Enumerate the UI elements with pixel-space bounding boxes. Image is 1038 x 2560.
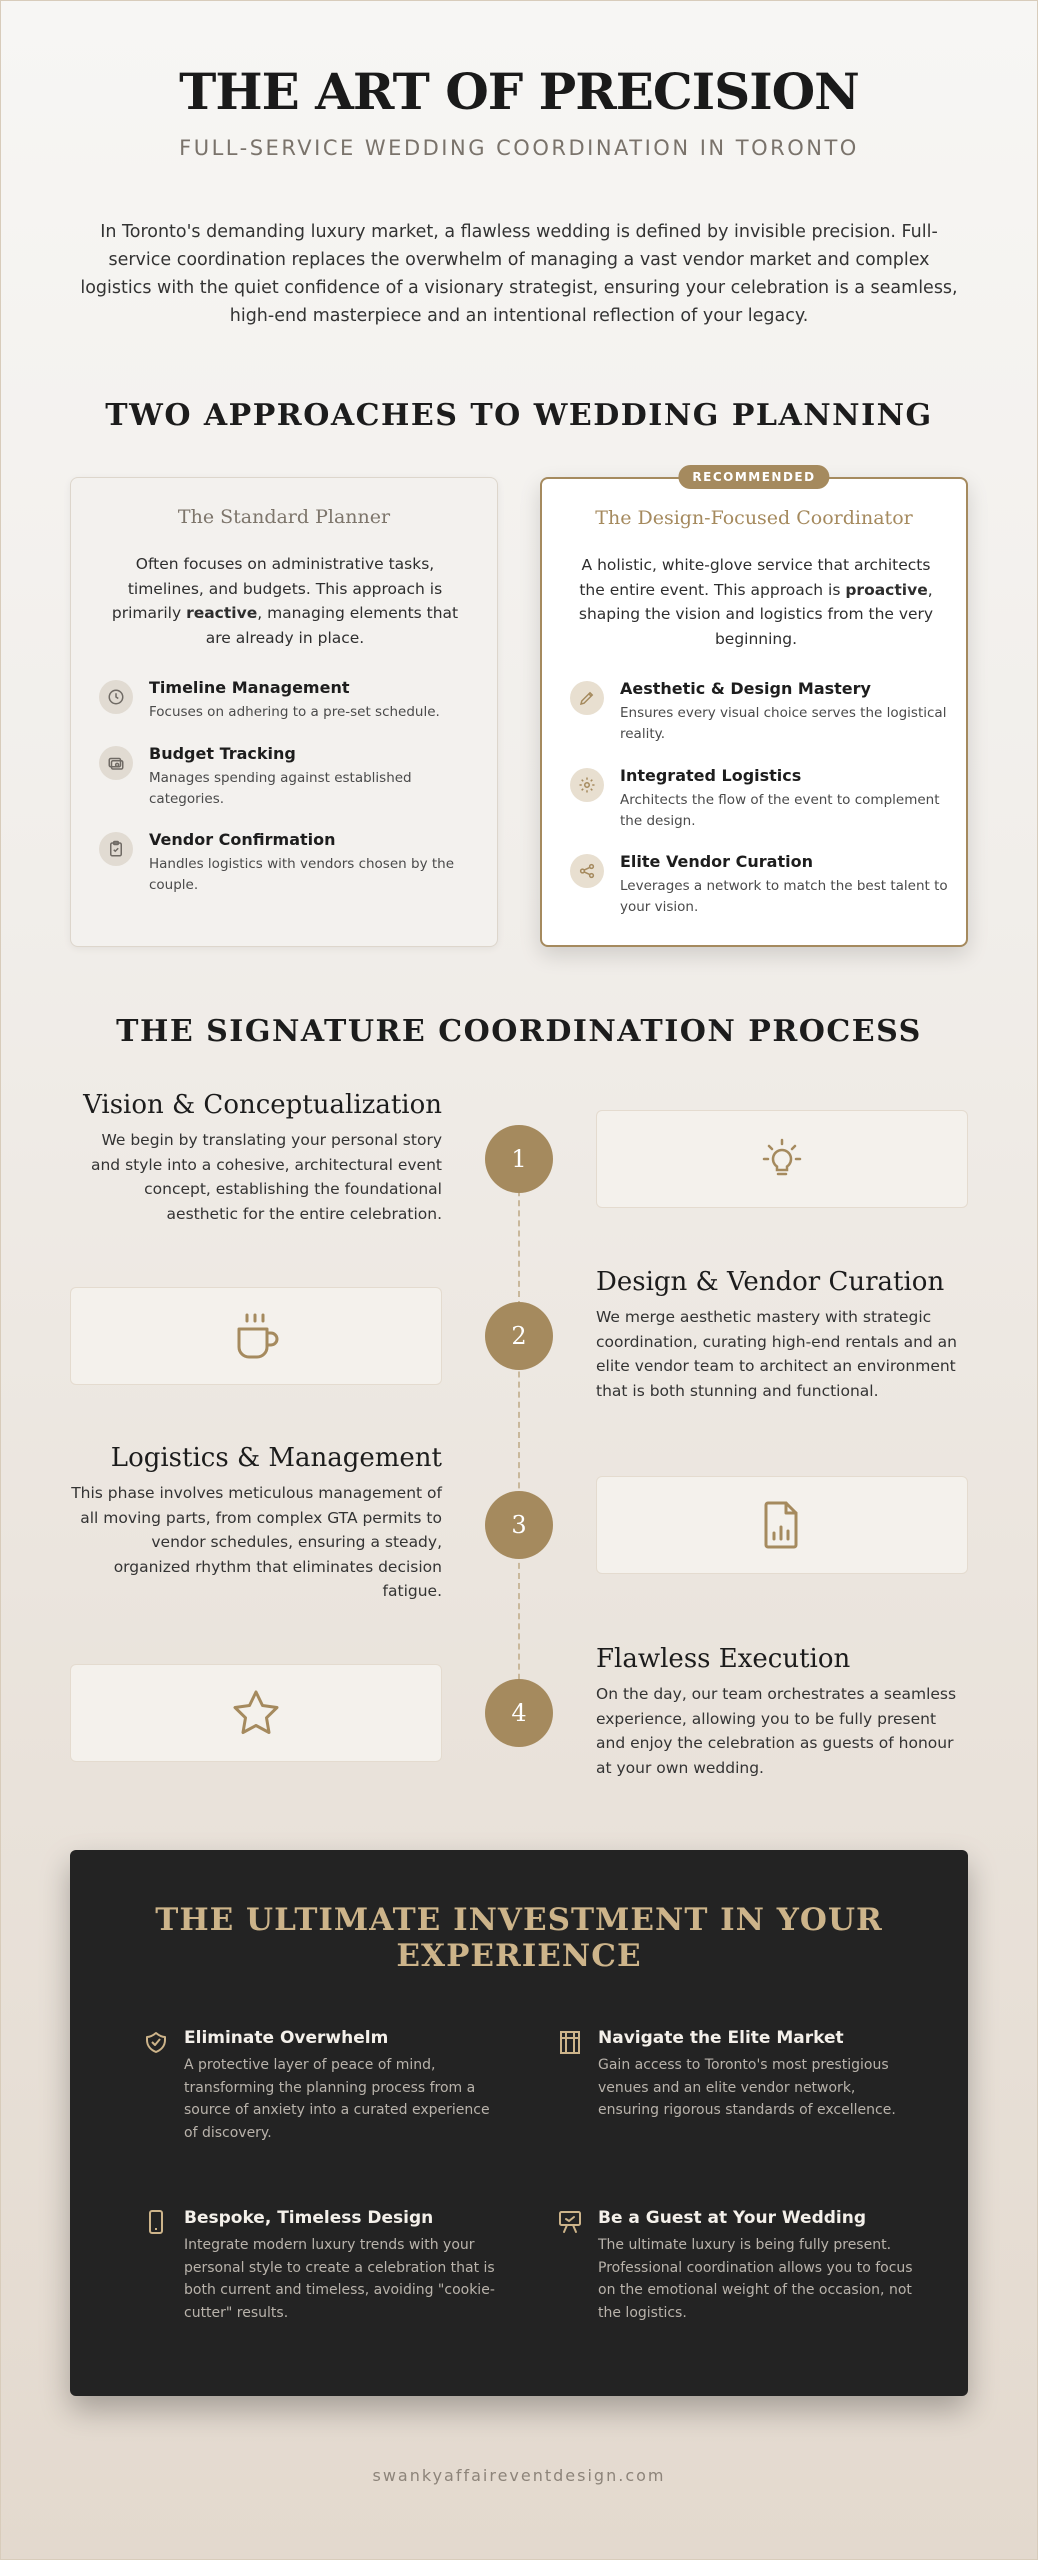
step-title: Vision & Conceptualization (83, 1090, 442, 1120)
card-description: Often focuses on administrative tasks, timelines, and budgets. This approach is primarily reactive, managing elements that are already in place. (111, 555, 459, 647)
benefit-title: Be a Guest at Your Wedding (598, 2208, 867, 2228)
feature-description: Manages spending against established categories. (149, 770, 412, 807)
step-number: 1 (485, 1125, 553, 1193)
feature-description: Focuses on adhering to a pre-set schedule. (149, 704, 440, 720)
step-title: Flawless Execution (596, 1644, 851, 1674)
step-number: 2 (485, 1302, 553, 1370)
wallet-icon (99, 746, 133, 780)
cup-icon (227, 1309, 285, 1363)
benefit-title: Eliminate Overwhelm (184, 2028, 389, 2048)
gear-icon (570, 768, 604, 802)
phone-icon (142, 2208, 170, 2236)
step-illustration (596, 1476, 968, 1574)
step-title: Design & Vendor Curation (596, 1267, 945, 1297)
design-coordinator-card (540, 470, 968, 947)
benefit-item (598, 2208, 918, 2324)
benefit-description: Integrate modern luxury trends with your personal style to create a celebration that is both current and timeless, avoiding "cookie-cutter" results. (184, 2237, 495, 2321)
star-icon (230, 1688, 282, 1738)
benefit-title: Navigate the Elite Market (598, 2028, 844, 2048)
standard-planner-card (70, 477, 498, 947)
timeline-line (518, 1160, 520, 1720)
benefit-item (184, 2208, 504, 2324)
feature-description: Architects the flow of the event to complement the design. (620, 792, 940, 829)
intro-paragraph: In Toronto's demanding luxury market, a flawless wedding is defined by invisible precision. Full-service coordination replaces the overwhelm of managing a vast vendor market and complex logistics with the quiet confidence of a visionary strategist, ensuring your celebration is a seamless, high-end masterpiece and an intentional reflection of your legacy. (80, 222, 958, 326)
feature-title: Integrated Logistics (620, 766, 802, 785)
step-description: We begin by translating your personal story and style into a cohesive, architectural event concept, establishing the foundational aesthetic for the entire celebration. (90, 1131, 442, 1223)
card-title: The Standard Planner (177, 506, 391, 528)
process-title: THE SIGNATURE COORDINATION PROCESS (116, 1014, 922, 1049)
lightbulb-icon (758, 1135, 806, 1183)
shield-check-icon (142, 2028, 170, 2056)
benefit-item (598, 2028, 918, 2122)
page-subtitle: FULL-SERVICE WEDDING COORDINATION IN TORONTO (179, 136, 859, 160)
step-description: This phase involves meticulous management of all moving parts, from complex GTA permits to vendor schedules, ensuring a steady, organized rhythm that eliminates decision fatigue. (71, 1484, 442, 1600)
feature-description: Handles logistics with vendors chosen by the couple. (149, 856, 455, 893)
step-illustration (596, 1110, 968, 1208)
feature-title: Aesthetic & Design Mastery (620, 679, 871, 698)
feature-title: Vendor Confirmation (149, 830, 336, 849)
step-description: We merge aesthetic mastery with strategic coordination, curating high-end rentals and an elite vendor team to architect an environment that is both stunning and functional. (596, 1308, 957, 1400)
feature-description: Leverages a network to match the best talent to your vision. (620, 878, 948, 915)
step-illustration (70, 1664, 442, 1762)
card-title: The Design-Focused Coordinator (595, 507, 913, 529)
feature-title: Timeline Management (149, 678, 350, 697)
benefit-item (184, 2028, 504, 2144)
page-title: THE ART OF PRECISION (179, 62, 859, 121)
recommended-badge: RECOMMENDED (678, 465, 829, 489)
feature-title: Elite Vendor Curation (620, 852, 813, 871)
presentation-icon (556, 2208, 584, 2236)
benefit-description: A protective layer of peace of mind, transforming the planning process from a source of anxiety into a curated experience of discovery. (184, 2057, 490, 2141)
comparison-title: TWO APPROACHES TO WEDDING PLANNING (105, 398, 933, 433)
feature-title: Budget Tracking (149, 744, 296, 763)
card-description: A holistic, white-glove service that architects the entire event. This approach is proactive, shaping the vision and logistics from the very beginning. (578, 556, 934, 648)
step-title: Logistics & Management (110, 1443, 442, 1473)
feature-description: Ensures every visual choice serves the logistical reality. (620, 705, 947, 742)
investment-section (70, 1850, 968, 2396)
clipboard-icon (99, 832, 133, 866)
building-icon (556, 2028, 584, 2056)
investment-title: THE ULTIMATE INVESTMENT IN YOUR EXPERIENCE (155, 1902, 883, 1974)
step-illustration (70, 1287, 442, 1385)
benefit-description: The ultimate luxury is being fully present. Professional coordination allows you to focus on the emotional weight of the occasion, not the logistics. (598, 2237, 913, 2321)
document-chart-icon (760, 1499, 804, 1551)
benefit-title: Bespoke, Timeless Design (184, 2208, 434, 2228)
step-description: On the day, our team orchestrates a seamless experience, allowing you to be fully present and enjoy the celebration as guests of honour at your own wedding. (596, 1685, 957, 1777)
pen-icon (570, 681, 604, 715)
clock-icon (99, 680, 133, 714)
step-number: 4 (485, 1679, 553, 1747)
benefit-description: Gain access to Toronto's most prestigious venues and an elite vendor network, ensuring rigorous standards of excellence. (598, 2057, 896, 2118)
step-number: 3 (485, 1491, 553, 1559)
share-icon (570, 854, 604, 888)
footer-website[interactable]: swankyaffaireventdesign.com (372, 2466, 666, 2485)
